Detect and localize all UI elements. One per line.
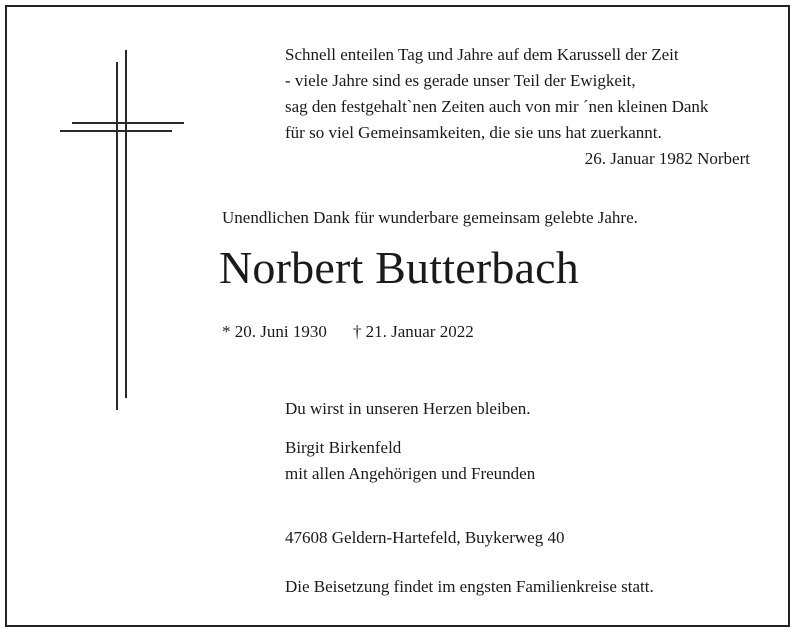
- farewell-line: Du wirst in unseren Herzen bleiben.: [285, 399, 531, 418]
- poem-line: sag den festgehalt`nen Zeiten auch von mir ´nen kleinen Dank: [285, 97, 709, 116]
- mourner-family: mit allen Angehörigen und Freunden: [285, 464, 536, 483]
- cross-horizontal-bar-bottom: [60, 130, 172, 132]
- poem-signature: 26. Januar 1982 Norbert: [584, 149, 750, 168]
- poem-line: Schnell enteilen Tag und Jahre auf dem Karussell der Zeit: [285, 45, 679, 64]
- birth-date: * 20. Juni 1930: [222, 322, 327, 341]
- cross-horizontal-bar-top: [72, 122, 184, 124]
- poem-line: - viele Jahre sind es gerade unser Teil der Ewigkeit,: [285, 71, 636, 90]
- burial-note: Die Beisetzung findet im engsten Familienkreise statt.: [285, 577, 654, 596]
- poem-line: für so viel Gemeinsamkeiten, die sie uns hat zuerkannt.: [285, 123, 662, 142]
- cross-vertical-bar-right: [125, 50, 127, 398]
- address: 47608 Geldern-Hartefeld, Buykerweg 40: [285, 528, 565, 547]
- life-dates: [222, 320, 474, 343]
- thanks-line: Unendlichen Dank für wunderbare gemeinsam gelebte Jahre.: [222, 208, 638, 227]
- cross-vertical-bar-left: [116, 62, 118, 410]
- mourner-name: Birgit Birkenfeld: [285, 438, 402, 457]
- poem-block: [285, 42, 755, 172]
- death-date: † 21. Januar 2022: [352, 322, 474, 341]
- deceased-name: Norbert Butterbach: [219, 242, 579, 293]
